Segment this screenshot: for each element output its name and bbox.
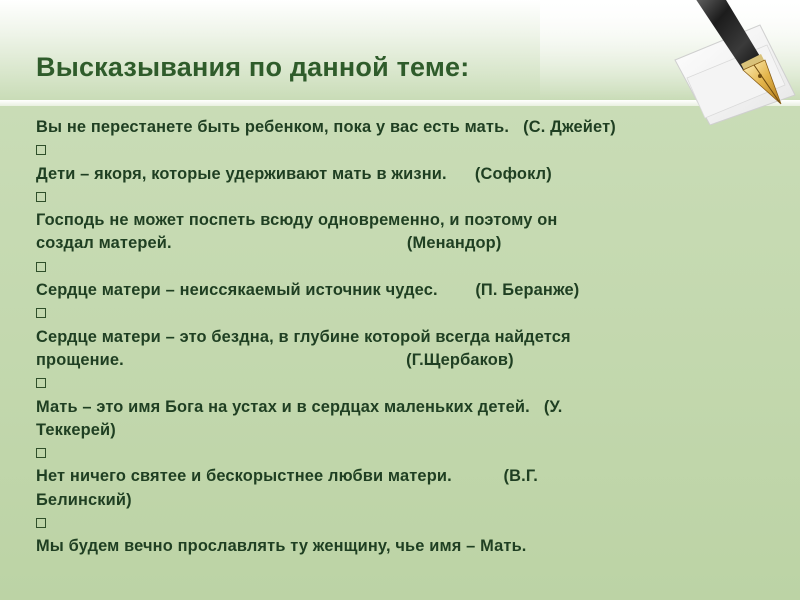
quote-line: Нет ничего святее и бескорыстнее любви матери. (В.Г. xyxy=(36,467,538,486)
bullet-row xyxy=(36,256,756,279)
slide-title: Высказывания по данной теме: xyxy=(36,52,470,82)
quote-line: Господь не может поспеть всюду одновременно, и поэтому он xyxy=(36,211,558,230)
bullet-row xyxy=(36,139,756,162)
bullet-icon xyxy=(36,192,46,202)
quote-line: Дети – якоря, которые удерживают мать в жизни. (Софокл) xyxy=(36,164,552,183)
quote-line: Мы будем вечно прославлять ту женщину, чье имя – Мать. xyxy=(36,537,527,556)
bullet-icon xyxy=(36,145,46,155)
bullet-row xyxy=(36,512,756,535)
quote-line: Теккерей) xyxy=(36,420,116,439)
bullet-icon xyxy=(36,378,46,388)
quotes-list xyxy=(36,116,756,559)
bullet-row xyxy=(36,302,756,325)
quote-line: Вы не перестанете быть ребенком, пока у вас есть мать. (С. Джейет) xyxy=(36,118,616,136)
quote-line: Сердце матери – неиссякаемый источник чудес. (П. Беранже) xyxy=(36,281,580,300)
bullet-row xyxy=(36,186,756,209)
quote-line: создал матерей. (Менандор) xyxy=(36,234,502,253)
quote-line: Белинский) xyxy=(36,490,132,509)
bullet-icon xyxy=(36,262,46,272)
quote-line: Сердце матери – это бездна, в глубине которой всегда найдется xyxy=(36,327,571,346)
bullet-icon xyxy=(36,448,46,458)
quote-line: Мать – это имя Бога на устах и в сердцах маленьких детей. (У. xyxy=(36,397,563,416)
bullet-row xyxy=(36,442,756,465)
quote-line: прощение. (Г.Щербаков) xyxy=(36,350,514,369)
fountain-pen-icon xyxy=(665,0,800,125)
bullet-row xyxy=(36,372,756,395)
bullet-icon xyxy=(36,308,46,318)
bullet-icon xyxy=(36,518,46,528)
